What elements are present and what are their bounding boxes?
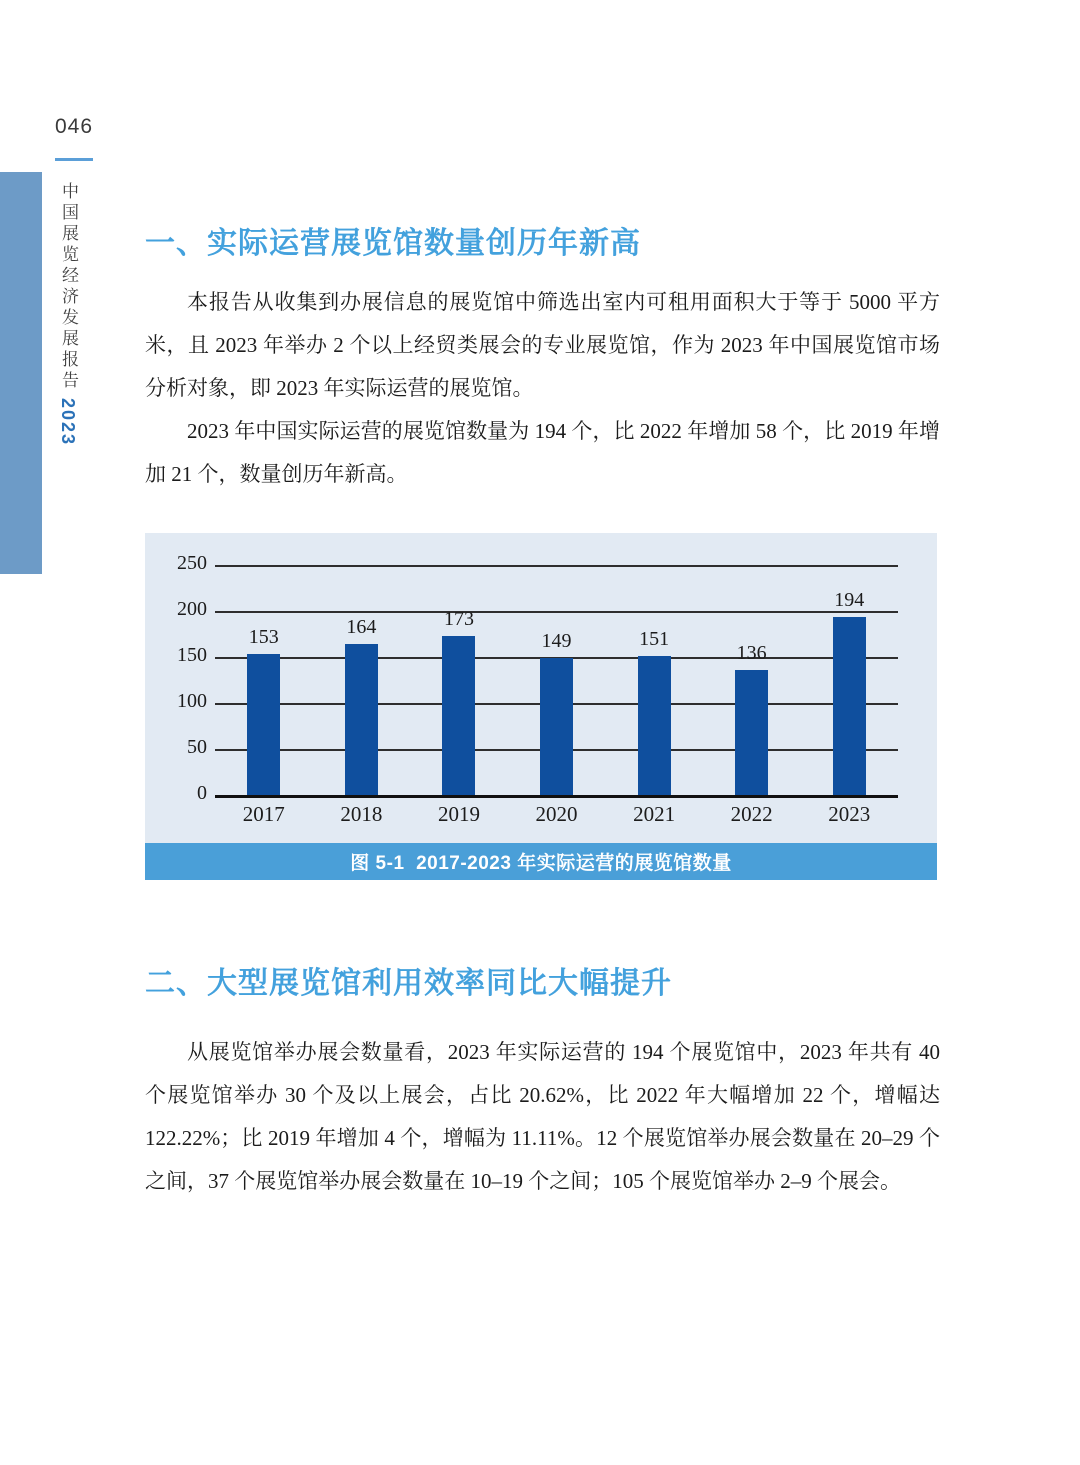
y-tick-label: 0 <box>197 782 207 804</box>
side-accent-bar <box>0 172 42 574</box>
bar-value-label: 136 <box>736 641 767 664</box>
bar <box>540 658 573 795</box>
bar <box>442 636 475 795</box>
bar-value-label: 194 <box>834 588 865 611</box>
bar-cell <box>605 565 703 795</box>
bar-cell <box>703 565 801 795</box>
bar <box>638 656 671 795</box>
report-year-vertical: 2023 <box>58 398 78 447</box>
x-axis-category-label: 2023 <box>828 802 871 826</box>
bar-cell <box>313 565 411 795</box>
section-2-heading: 二、大型展览馆利用效率同比大幅提升 <box>145 967 672 1000</box>
figure-caption: 图 5-1 2017-2023 年实际运营的展览馆数量 <box>145 843 937 880</box>
bar <box>345 644 378 795</box>
bar-value-label: 149 <box>541 629 572 652</box>
y-tick-label: 50 <box>187 736 207 758</box>
section-1-heading: 一、实际运营展览馆数量创历年新高 <box>145 227 641 260</box>
page-number: 046 <box>55 115 94 138</box>
page-number-divider <box>55 158 93 161</box>
bar-cell <box>215 565 313 795</box>
x-axis-category-label: 2018 <box>340 802 383 826</box>
x-axis-category-label: 2017 <box>242 802 285 826</box>
report-title-vertical: 中国展览经济发展报告 <box>59 182 78 392</box>
bar <box>247 654 280 795</box>
bar-value-label: 151 <box>639 628 670 651</box>
x-axis-category-label: 2021 <box>633 802 676 826</box>
bar <box>833 617 866 795</box>
bar-cell <box>800 565 898 795</box>
section-1-paragraph-1: 本报告从收集到办展信息的展览馆中筛选出室内可租用面积大于等于 5000 平方米，且 2023 年举办 2 个以上经贸类展会的专业展览馆，作为 2023 年中国展览馆市场分析对象，即 2023 年实际运营的展览馆。 <box>145 290 940 400</box>
y-tick-label: 200 <box>177 598 207 620</box>
x-axis-category-label: 2020 <box>535 802 578 826</box>
section-2-paragraph-1: 从展览馆举办展会数量看，2023 年实际运营的 194 个展览馆中，2023 年共有 40 个展览馆举办 30 个及以上展会，占比 20.62%，比 2022 年大幅增加 22 个，增幅达 122.22%；比 2019 年增加 4 个，增幅为 11.11%。12 个展览馆举办展会数量在 20–29 个之间，37 个展览馆举办展会数量在 10–19 个之间；105 个展览馆举办 2–9 个展会。 <box>145 1040 940 1193</box>
x-axis-category-label: 2022 <box>730 802 773 826</box>
bar-cell <box>508 565 606 795</box>
x-axis-category-label: 2019 <box>437 802 480 826</box>
sidebar-vertical-title <box>50 182 86 446</box>
bar <box>735 670 768 795</box>
chart-plot <box>145 533 937 843</box>
y-tick-label: 150 <box>177 644 207 666</box>
y-tick-label: 100 <box>177 690 207 712</box>
bar-cell <box>410 565 508 795</box>
chart-bars <box>215 565 898 795</box>
y-tick-label: 250 <box>177 552 207 574</box>
section-1-paragraph-2: 2023 年中国实际运营的展览馆数量为 194 个，比 2022 年增加 58 个，比 2019 年增加 21 个，数量创历年新高。 <box>145 419 940 486</box>
bar-value-label: 153 <box>248 626 279 649</box>
bar-value-label: 164 <box>346 616 377 639</box>
figure-5-1-chart-panel <box>145 533 937 880</box>
x-axis-baseline <box>215 795 898 798</box>
bar-value-label: 173 <box>443 607 474 630</box>
x-axis-category-labels <box>215 802 898 827</box>
